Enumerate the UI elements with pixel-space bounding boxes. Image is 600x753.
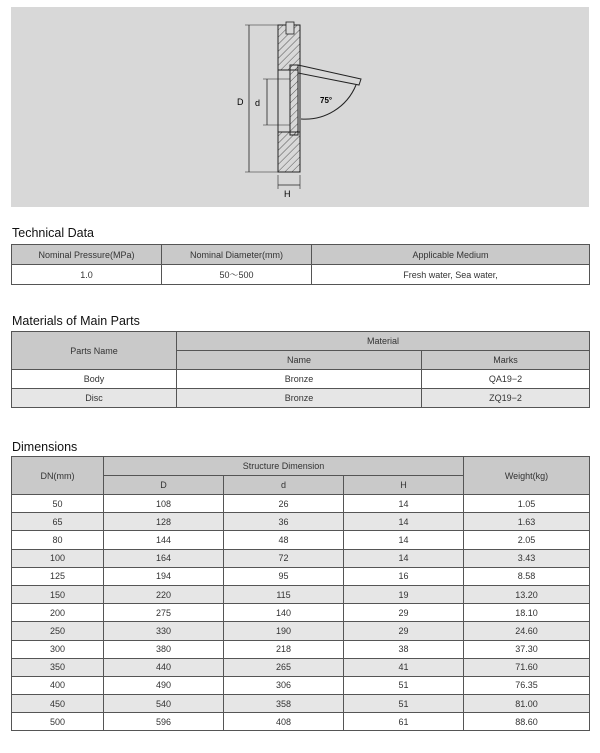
outer-diameter-cell: 220	[104, 585, 224, 603]
weight-cell: 1.05	[464, 495, 590, 513]
height-cell: 51	[344, 676, 464, 694]
part-cell: Body	[12, 370, 177, 389]
nominal-pressure-header: Nominal Pressure(MPa)	[12, 245, 162, 265]
inner-diameter-cell: 95	[224, 567, 344, 585]
height-cell: 41	[344, 658, 464, 676]
inner-diameter-cell: 218	[224, 640, 344, 658]
height-cell: 14	[344, 513, 464, 531]
outer-diameter-cell: 164	[104, 549, 224, 567]
height-header: H	[344, 476, 464, 495]
weight-cell: 76.35	[464, 676, 590, 694]
table-row	[12, 265, 590, 285]
height-cell: 29	[344, 604, 464, 622]
dimensions-title: Dimensions	[12, 440, 78, 454]
weight-cell: 3.43	[464, 549, 590, 567]
part-cell: Disc	[12, 389, 177, 408]
valve-drawing	[11, 7, 589, 207]
outer-diameter-cell: 380	[104, 640, 224, 658]
weight-cell: 2.05	[464, 531, 590, 549]
nominal-diameter-value: 50～500	[162, 265, 312, 285]
technical-data-table	[11, 244, 590, 285]
material-name-cell: Bronze	[177, 370, 422, 389]
table-row	[12, 531, 590, 549]
inner-diameter-header: d	[224, 476, 344, 495]
height-cell: 19	[344, 585, 464, 603]
table-row	[12, 622, 590, 640]
height-cell: 61	[344, 713, 464, 731]
dn-cell: 200	[12, 604, 104, 622]
inner-diameter-cell: 36	[224, 513, 344, 531]
table-row	[12, 695, 590, 713]
inner-diameter-cell: 72	[224, 549, 344, 567]
nominal-pressure-value: 1.0	[12, 265, 162, 285]
material-name-header: Name	[177, 351, 422, 370]
table-row	[12, 370, 590, 389]
material-marks-cell: ZQ19−2	[422, 389, 590, 408]
outer-diameter-cell: 596	[104, 713, 224, 731]
table-row	[12, 676, 590, 694]
material-marks-cell: QA19−2	[422, 370, 590, 389]
dn-cell: 400	[12, 676, 104, 694]
dn-cell: 350	[12, 658, 104, 676]
weight-cell: 71.60	[464, 658, 590, 676]
dn-cell: 125	[12, 567, 104, 585]
flange-lower-section	[278, 132, 300, 172]
table-row	[12, 604, 590, 622]
outer-diameter-cell: 108	[104, 495, 224, 513]
open-disc-outline	[298, 65, 361, 85]
table-row	[12, 585, 590, 603]
dn-header: DN(mm)	[12, 457, 104, 495]
materials-title: Materials of Main Parts	[12, 314, 140, 328]
applicable-medium-value: Fresh water, Sea water,	[312, 265, 590, 285]
dn-cell: 50	[12, 495, 104, 513]
table-row	[12, 640, 590, 658]
applicable-medium-header: Applicable Medium	[312, 245, 590, 265]
outer-diameter-cell: 128	[104, 513, 224, 531]
inner-diameter-cell: 48	[224, 531, 344, 549]
outer-diameter-cell: 490	[104, 676, 224, 694]
height-cell: 29	[344, 622, 464, 640]
height-cell: 38	[344, 640, 464, 658]
label-H: H	[284, 189, 291, 199]
inner-diameter-cell: 306	[224, 676, 344, 694]
table-row	[12, 495, 590, 513]
weight-cell: 13.20	[464, 585, 590, 603]
material-marks-header: Marks	[422, 351, 590, 370]
weight-cell: 8.58	[464, 567, 590, 585]
weight-header: Weight(kg)	[464, 457, 590, 495]
dn-cell: 100	[12, 549, 104, 567]
outer-diameter-cell: 275	[104, 604, 224, 622]
table-row	[12, 658, 590, 676]
dn-cell: 250	[12, 622, 104, 640]
outer-diameter-cell: 144	[104, 531, 224, 549]
outer-diameter-cell: 194	[104, 567, 224, 585]
height-cell: 14	[344, 531, 464, 549]
weight-cell: 81.00	[464, 695, 590, 713]
weight-cell: 88.60	[464, 713, 590, 731]
dimensions-table	[11, 456, 590, 731]
weight-cell: 24.60	[464, 622, 590, 640]
label-d: d	[255, 98, 261, 108]
dn-cell: 450	[12, 695, 104, 713]
height-cell: 14	[344, 495, 464, 513]
table-row	[12, 513, 590, 531]
dn-cell: 80	[12, 531, 104, 549]
table-row	[12, 567, 590, 585]
dn-cell: 300	[12, 640, 104, 658]
bolt-hole	[286, 22, 294, 34]
dn-cell: 65	[12, 513, 104, 531]
height-cell: 16	[344, 567, 464, 585]
outer-diameter-cell: 440	[104, 658, 224, 676]
label-D: D	[237, 97, 244, 107]
dn-cell: 500	[12, 713, 104, 731]
technical-data-title: Technical Data	[12, 226, 94, 240]
material-header: Material	[177, 332, 590, 351]
table-row	[12, 549, 590, 567]
nominal-diameter-header: Nominal Diameter(mm)	[162, 245, 312, 265]
inner-diameter-cell: 115	[224, 585, 344, 603]
table-header-row	[12, 245, 590, 265]
materials-table	[11, 331, 590, 408]
inner-diameter-cell: 265	[224, 658, 344, 676]
inner-diameter-cell: 408	[224, 713, 344, 731]
weight-cell: 1.63	[464, 513, 590, 531]
dn-cell: 150	[12, 585, 104, 603]
valve-cross-section-figure	[11, 7, 589, 207]
inner-diameter-cell: 358	[224, 695, 344, 713]
height-cell: 51	[344, 695, 464, 713]
inner-diameter-cell: 26	[224, 495, 344, 513]
parts-name-header: Parts Name	[12, 332, 177, 370]
structure-dimension-header: Structure Dimension	[104, 457, 464, 476]
table-row	[12, 389, 590, 408]
height-cell: 14	[344, 549, 464, 567]
outer-diameter-cell: 540	[104, 695, 224, 713]
material-name-cell: Bronze	[177, 389, 422, 408]
angle-label: 75°	[320, 96, 333, 105]
disc-section	[290, 65, 298, 135]
table-row	[12, 713, 590, 731]
outer-diameter-cell: 330	[104, 622, 224, 640]
weight-cell: 37.30	[464, 640, 590, 658]
weight-cell: 18.10	[464, 604, 590, 622]
inner-diameter-cell: 190	[224, 622, 344, 640]
inner-diameter-cell: 140	[224, 604, 344, 622]
outer-diameter-header: D	[104, 476, 224, 495]
